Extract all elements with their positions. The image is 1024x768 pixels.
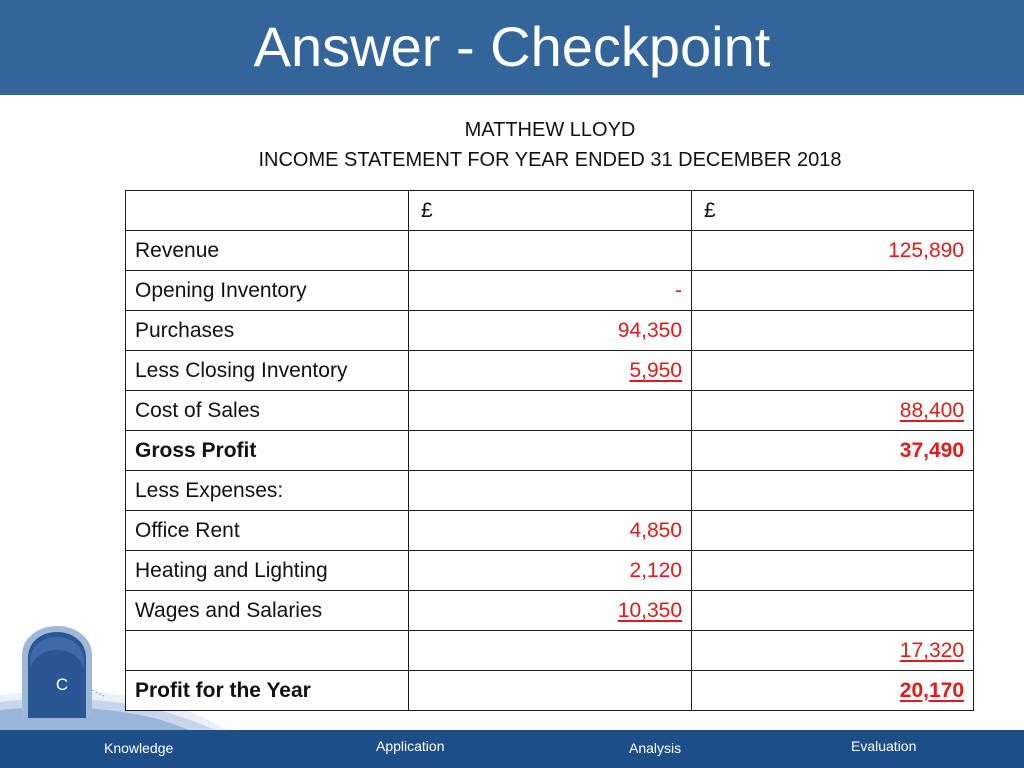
row-value-col1	[409, 391, 692, 431]
logo-letter: C	[55, 675, 69, 694]
row-label: Less Expenses:	[126, 471, 409, 511]
row-value-col2	[692, 471, 974, 511]
table-row	[126, 471, 974, 511]
header-cell	[126, 191, 409, 231]
row-label: Wages and Salaries	[126, 591, 409, 631]
row-value-col2: 125,890	[692, 231, 974, 271]
table-row	[126, 591, 974, 631]
row-value-col1: 4,850	[409, 511, 692, 551]
statement-title: INCOME STATEMENT FOR YEAR ENDED 31 DECEMBER 2018	[258, 149, 842, 171]
row-value-col1	[409, 591, 692, 631]
statement-owner: MATTHEW LLOYD	[464, 119, 636, 141]
row-value-col1	[409, 631, 692, 671]
table-row	[126, 311, 974, 351]
row-label: Office Rent	[126, 511, 409, 551]
row-label: Opening Inventory	[126, 271, 409, 311]
row-label: Profit for the Year	[126, 671, 409, 711]
row-value-col1	[409, 671, 692, 711]
row-value-col1: 2,120	[409, 551, 692, 591]
footer-label-application: Application	[376, 738, 445, 754]
row-value-col2	[692, 351, 974, 391]
underlined-value: 17,320	[899, 638, 964, 662]
row-label: Revenue	[126, 231, 409, 271]
table-row	[126, 271, 974, 311]
table-row-profit-for-year	[126, 671, 974, 711]
row-label: Less Closing Inventory	[126, 351, 409, 391]
row-value-col2	[692, 311, 974, 351]
row-label: Purchases	[126, 311, 409, 351]
row-value-col1: -	[409, 271, 692, 311]
row-label: Cost of Sales	[126, 391, 409, 431]
row-value-col1: 94,350	[409, 311, 692, 351]
row-value-col1	[409, 231, 692, 271]
row-value-col2	[692, 271, 974, 311]
row-label	[126, 631, 409, 671]
underlined-value: 10,350	[617, 598, 682, 622]
row-label: Heating and Lighting	[126, 551, 409, 591]
table-header-row	[126, 191, 974, 231]
row-value-col1	[409, 471, 692, 511]
footer-label-evaluation: Evaluation	[851, 738, 917, 754]
row-value-col1	[409, 431, 692, 471]
table-row	[126, 231, 974, 271]
header-currency-cell: £	[409, 191, 692, 231]
title-bar	[0, 0, 1024, 95]
row-value-col2	[692, 511, 974, 551]
row-value-col2	[692, 591, 974, 631]
footer-label-analysis: Analysis	[629, 740, 682, 756]
table-row-gross-profit	[126, 431, 974, 471]
table-row	[126, 551, 974, 591]
row-label: Gross Profit	[126, 431, 409, 471]
footer-bar	[0, 730, 1024, 768]
underlined-value: 20,170	[899, 678, 964, 702]
income-statement-table	[125, 190, 974, 711]
table-row	[126, 391, 974, 431]
table-row	[126, 511, 974, 551]
underlined-value: 88,400	[899, 398, 964, 422]
table-row	[126, 631, 974, 671]
row-value-col2	[692, 671, 974, 711]
row-value-col2	[692, 551, 974, 591]
row-value-col1	[409, 351, 692, 391]
row-value-col2	[692, 631, 974, 671]
header-currency-cell: £	[692, 191, 974, 231]
row-value-col2	[692, 391, 974, 431]
row-value-col2: 37,490	[692, 431, 974, 471]
slide-title: Answer - Checkpoint	[253, 15, 771, 78]
underlined-value: 5,950	[629, 358, 682, 382]
table-row	[126, 351, 974, 391]
footer-label-knowledge: Knowledge	[104, 740, 174, 756]
